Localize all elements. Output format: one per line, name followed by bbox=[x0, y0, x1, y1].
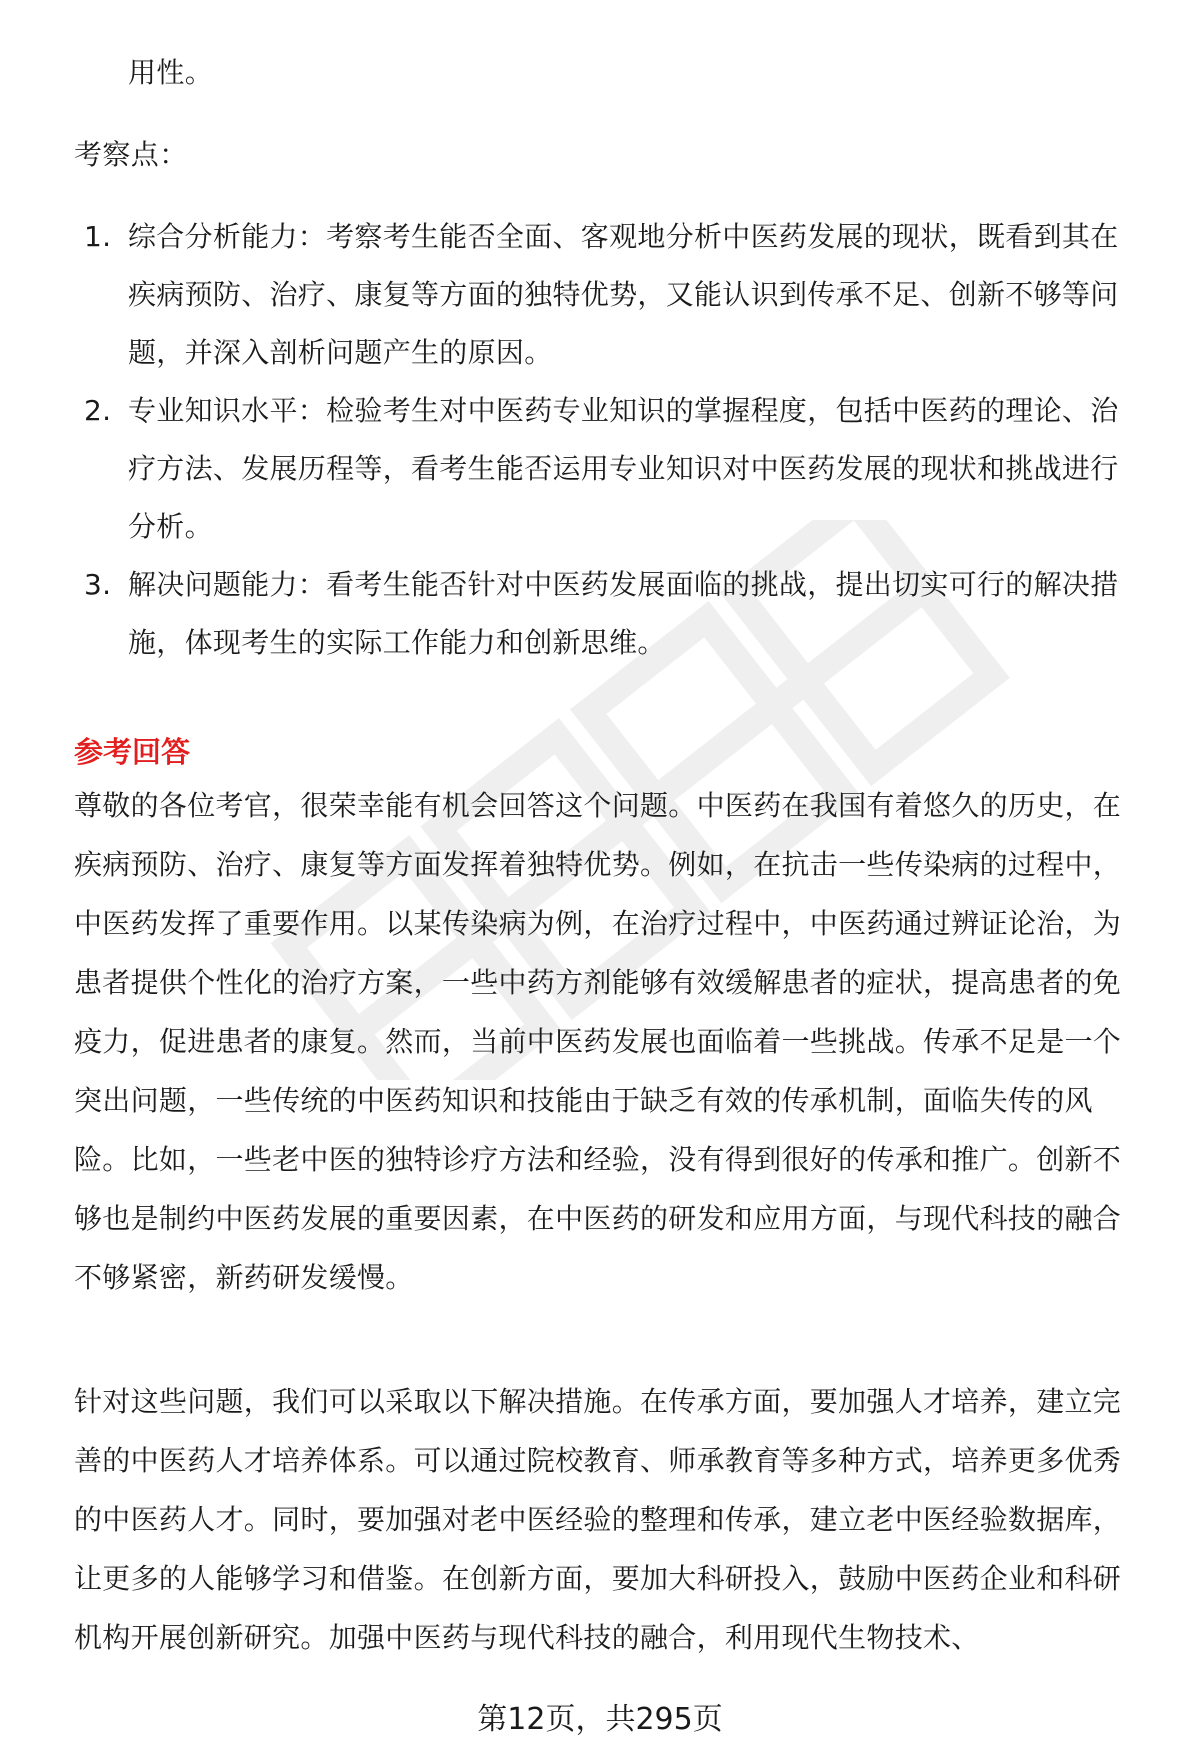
reference-heading: 参考回答 bbox=[74, 735, 191, 769]
list-item-text: 综合分析能力：考察考生能否全面、客观地分析中医药发展的现状，既看到其在疾病预防、治疗、康复等方面的独特优势，又能认识到传承不足、创新不够等问题，并深入剖析问题产生的原因。 bbox=[128, 220, 1119, 369]
list-item bbox=[74, 382, 1146, 556]
page-number: 第12页，共295页 bbox=[477, 1702, 723, 1737]
list-item-text: 专业知识水平：检验考生对中医药专业知识的掌握程度，包括中医药的理论、治疗方法、发展历程等，看考生能否运用专业知识对中医药发展的现状和挑战进行分析。 bbox=[128, 394, 1119, 543]
assessment-list bbox=[74, 208, 1146, 672]
reference-paragraph-1: 尊敬的各位考官，很荣幸能有机会回答这个问题。中医药在我国有着悠久的历史，在疾病预防、治疗、康复等方面发挥着独特优势。例如，在抗击一些传染病的过程中，中医药发挥了重要作用。以某传染病为例，在治疗过程中，中医药通过辨证论治，为患者提供个性化的治疗方案，一些中药方剂能够有效缓解患者的症状，提高患者的免疫力，促进患者的康复。然而，当前中医药发展也面临着一些挑战。传承不足是一个突出问题，一些传统的中医药知识和技能由于缺乏有效的传承机制，面临失传的风险。比如，一些老中医的独特诊疗方法和经验，没有得到很好的传承和推广。创新不够也是制约中医药发展的重要因素，在中医药的研发和应用方面，与现代科技的融合不够紧密，新药研发缓慢。 bbox=[74, 789, 1122, 1294]
list-item bbox=[74, 556, 1146, 672]
reference-paragraph-2: 针对这些问题，我们可以采取以下解决措施。在传承方面，要加强人才培养，建立完善的中医药人才培养体系。可以通过院校教育、师承教育等多种方式，培养更多优秀的中医药人才。同时，要加强对老中医经验的整理和传承，建立老中医经验数据库，让更多的人能够学习和借鉴。在创新方面，要加大科研投入，鼓励中医药企业和科研机构开展创新研究。加强中医药与现代科技的融合，利用现代生物技术、 bbox=[74, 1385, 1122, 1654]
list-number: 1. bbox=[84, 220, 112, 253]
list-number: 2. bbox=[84, 394, 112, 427]
list-item bbox=[74, 208, 1146, 382]
list-number: 3. bbox=[84, 568, 112, 601]
assessment-label: 考察点： bbox=[74, 138, 188, 171]
list-item-text: 解决问题能力：看考生能否针对中医药发展面临的挑战，提出切实可行的解决措施，体现考生的实际工作能力和创新思维。 bbox=[128, 568, 1119, 659]
continuation-text: 用性。 bbox=[128, 56, 214, 89]
